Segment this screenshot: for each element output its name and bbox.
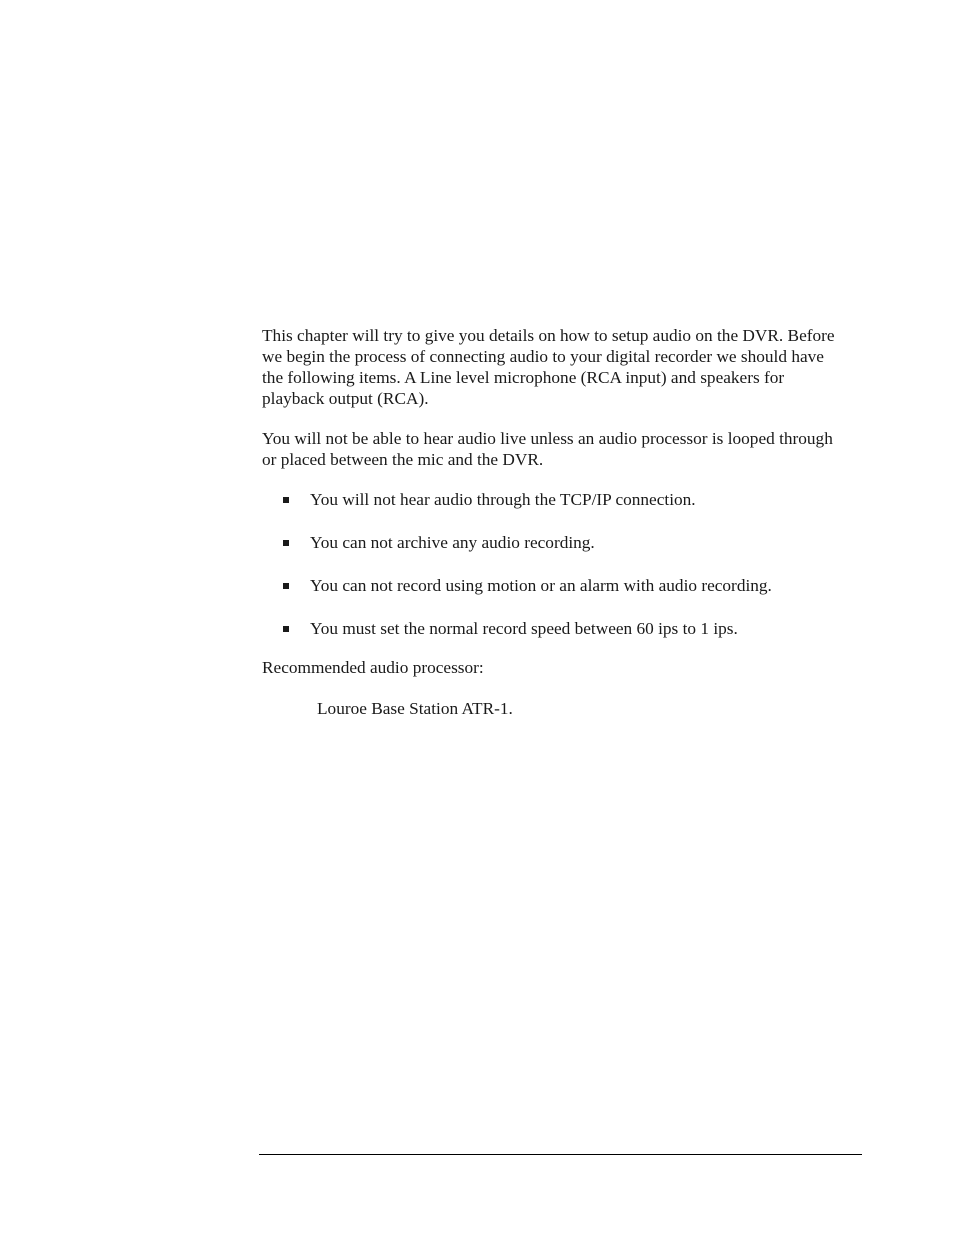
square-bullet-icon [283,583,289,589]
square-bullet-icon [283,626,289,632]
list-item [262,489,842,510]
document-body [262,325,842,719]
list-item-text: You can not record using motion or an alarm with audio recording. [310,576,772,595]
list-item-text: You must set the normal record speed between 60 ips to 1 ips. [310,619,738,638]
list-item [262,575,842,596]
square-bullet-icon [283,497,289,503]
audio-processor-note: You will not be able to hear audio live unless an audio processor is looped through or placed between the mic and the DVR. [262,429,833,469]
list-item [262,618,842,639]
intro-paragraph: This chapter will try to give you details on how to setup audio on the DVR. Before we begin the process of connecting audio to your digital recorder we should have the following items. A Line level microphone (RCA input) and speakers for playback output (RCA). [262,326,835,408]
list-item [262,532,842,553]
list-item-text: You will not hear audio through the TCP/IP connection. [310,490,696,509]
square-bullet-icon [283,540,289,546]
recommended-label: Recommended audio processor: [262,658,484,677]
list-item-text: You can not archive any audio recording. [310,533,595,552]
footer-divider [259,1154,862,1155]
limitations-list [262,489,842,639]
recommended-processor: Louroe Base Station ATR-1. [317,699,513,718]
